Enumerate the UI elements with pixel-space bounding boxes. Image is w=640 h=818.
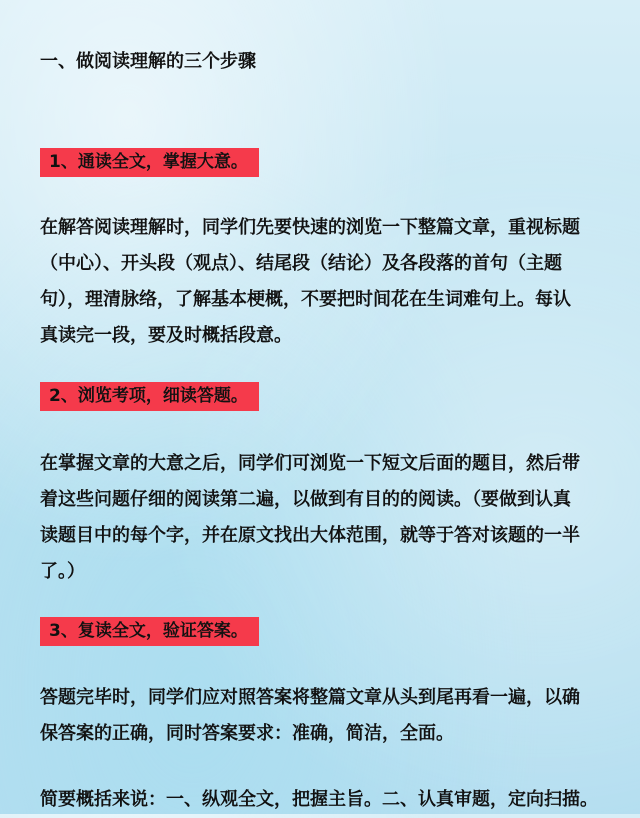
step-2-heading: 2、浏览考项，细读答题。 [40, 382, 259, 411]
paragraph-line: 读题目中的每个字，并在原文找出大体范围，就等于答对该题的一半 [40, 525, 580, 546]
summary-line: 简要概括来说：一、纵观全文，把握主旨。二、认真审题，定向扫描。 [40, 789, 598, 810]
step-1-heading: 1、通读全文，掌握大意。 [40, 148, 259, 177]
step-3-paragraph [40, 680, 612, 752]
paragraph-line: 在掌握文章的大意之后，同学们可浏览一下短文后面的题目，然后带 [40, 453, 580, 474]
page-title: 一、做阅读理解的三个步骤 [40, 51, 256, 72]
paragraph-line: 着这些问题仔细的阅读第二遍，以做到有目的的阅读。（要做到认真 [40, 489, 571, 510]
paragraph-line: 句），理清脉络，了解基本梗概，不要把时间花在生词难句上。每认 [40, 289, 571, 310]
step-3-heading: 3、复读全文，验证答案。 [40, 617, 259, 646]
paragraph-line: 答题完毕时，同学们应对照答案将整篇文章从头到尾再看一遍，以确 [40, 687, 580, 708]
step-1-paragraph [40, 210, 612, 354]
summary-paragraph [40, 782, 612, 818]
paragraph-line: 了。） [40, 561, 85, 582]
step-2-paragraph [40, 446, 612, 590]
paragraph-line: 在解答阅读理解时，同学们先要快速的浏览一下整篇文章，重视标题 [40, 217, 580, 238]
paragraph-line: 真读完一段，要及时概括段意。 [40, 325, 292, 346]
paragraph-line: 保答案的正确，同时答案要求：准确，简洁，全面。 [40, 723, 454, 744]
paragraph-line: （中心）、开头段（观点）、结尾段（结论）及各段落的首句（主题 [40, 253, 562, 274]
